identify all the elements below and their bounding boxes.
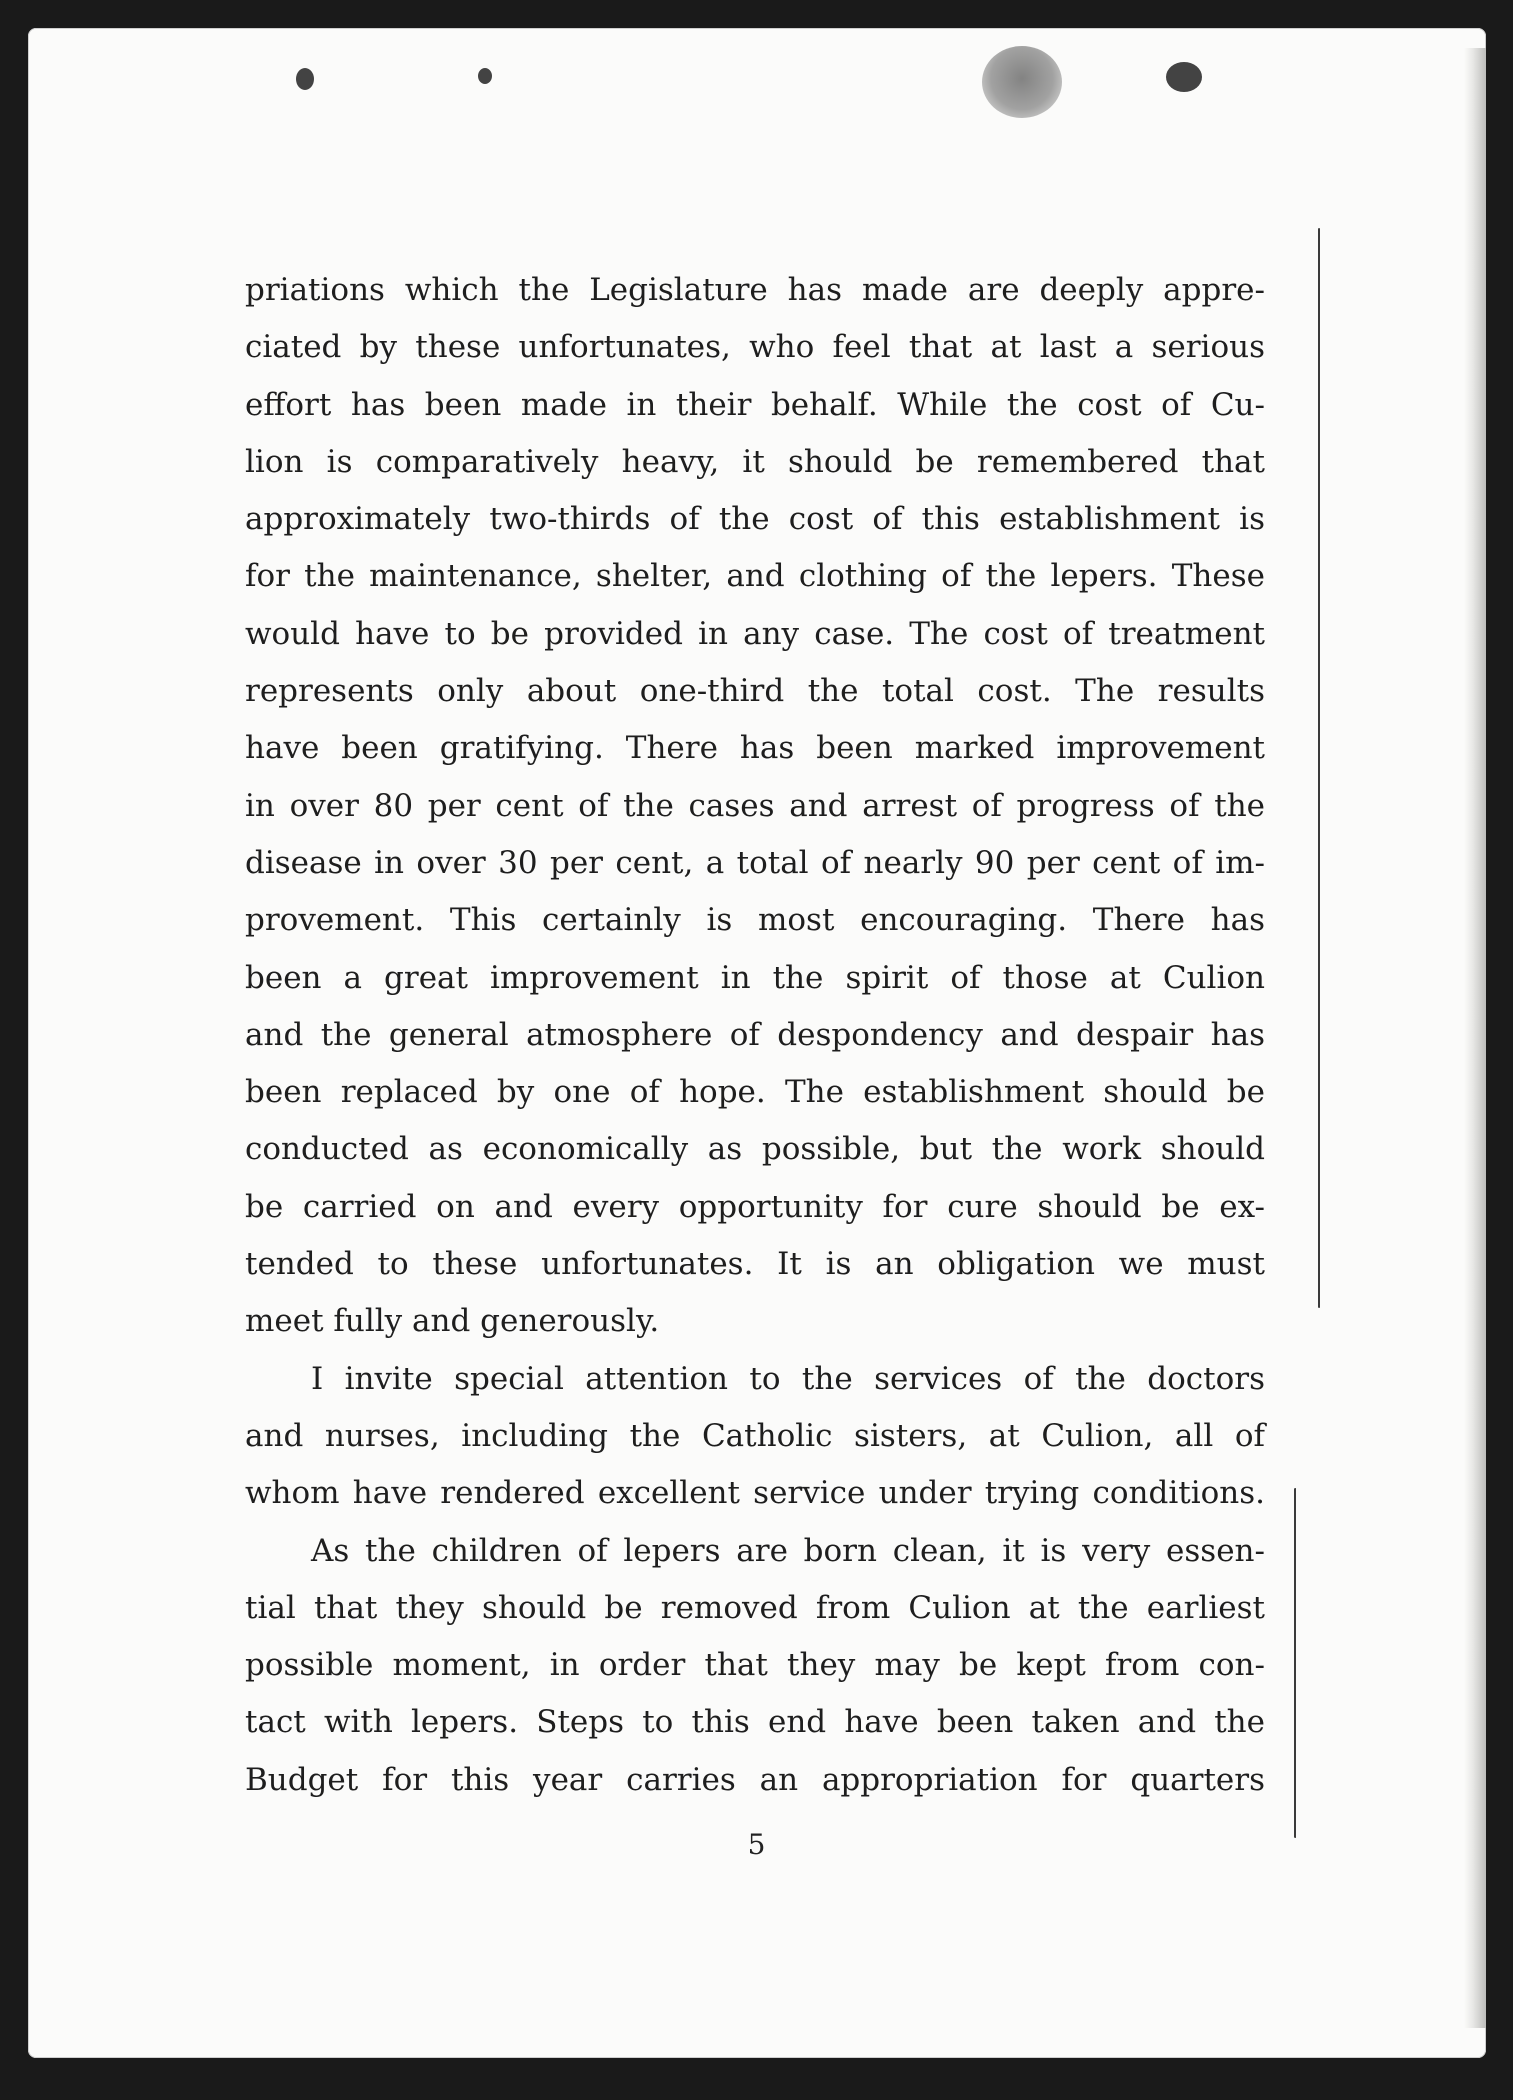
body-text bbox=[245, 262, 1265, 1809]
text-line: priations which the Legislature has made are deeply appre- bbox=[245, 272, 1265, 308]
punch-hole-mark-1 bbox=[296, 68, 314, 90]
page-number: 5 bbox=[747, 1828, 766, 1861]
text-line: for the maintenance, shelter, and clothing of the lepers. These bbox=[245, 558, 1265, 595]
punch-hole-mark-4 bbox=[1166, 62, 1202, 92]
margin-bracket-upper bbox=[1318, 228, 1320, 1308]
text-line: been replaced by one of hope. The establishment should be bbox=[245, 1074, 1265, 1111]
margin-bracket-lower bbox=[1294, 1488, 1296, 1838]
paragraph-1 bbox=[245, 262, 1265, 1351]
text-line: tial that they should be removed from Culion at the earliest bbox=[245, 1589, 1265, 1626]
text-line: provement. This certainly is most encouraging. There has bbox=[245, 902, 1265, 939]
text-line: tact with lepers. Steps to this end have been taken and the bbox=[245, 1704, 1265, 1741]
text-line: possible moment, in order that they may be kept from con- bbox=[245, 1647, 1265, 1684]
page-edge-shadow bbox=[1464, 48, 1486, 2028]
text-line: meet fully and generously. bbox=[245, 1303, 660, 1340]
text-line: whom have rendered excellent service under trying conditions. bbox=[245, 1475, 1265, 1512]
paragraph-2 bbox=[245, 1351, 1265, 1523]
text-line: and nurses, including the Catholic sisters, at Culion, all of bbox=[245, 1417, 1265, 1454]
text-line: As the children of lepers are born clean, it is very essen- bbox=[311, 1532, 1265, 1569]
text-line: be carried on and every opportunity for cure should be ex- bbox=[245, 1188, 1265, 1225]
text-line: ciated by these unfortunates, who feel that at last a serious bbox=[245, 329, 1265, 366]
text-line: effort has been made in their behalf. While the cost of Cu- bbox=[245, 386, 1265, 423]
text-line: in over 80 per cent of the cases and arrest of progress of the bbox=[245, 787, 1265, 824]
punch-hole-mark-3 bbox=[982, 46, 1062, 118]
punch-hole-mark-2 bbox=[478, 68, 492, 84]
text-line: conducted as economically as possible, but the work should bbox=[245, 1131, 1265, 1168]
paragraph-3 bbox=[245, 1523, 1265, 1809]
text-line: been a great improvement in the spirit of those at Culion bbox=[245, 959, 1265, 996]
text-line: and the general atmosphere of despondency and despair has bbox=[245, 1016, 1265, 1053]
text-line: disease in over 30 per cent, a total of nearly 90 per cent of im- bbox=[245, 844, 1265, 881]
text-line: lion is comparatively heavy, it should be remembered that bbox=[245, 443, 1265, 480]
text-line: have been gratifying. There has been marked improvement bbox=[245, 730, 1265, 767]
text-line: would have to be provided in any case. The cost of treatment bbox=[245, 615, 1265, 652]
text-line: Budget for this year carries an appropriation for quarters bbox=[245, 1761, 1265, 1798]
text-line: I invite special attention to the services of the doctors bbox=[311, 1360, 1265, 1397]
text-line: represents only about one-third the total cost. The results bbox=[245, 673, 1265, 710]
text-line: tended to these unfortunates. It is an obligation we must bbox=[245, 1246, 1265, 1283]
text-line: approximately two-thirds of the cost of this establishment is bbox=[245, 501, 1265, 538]
